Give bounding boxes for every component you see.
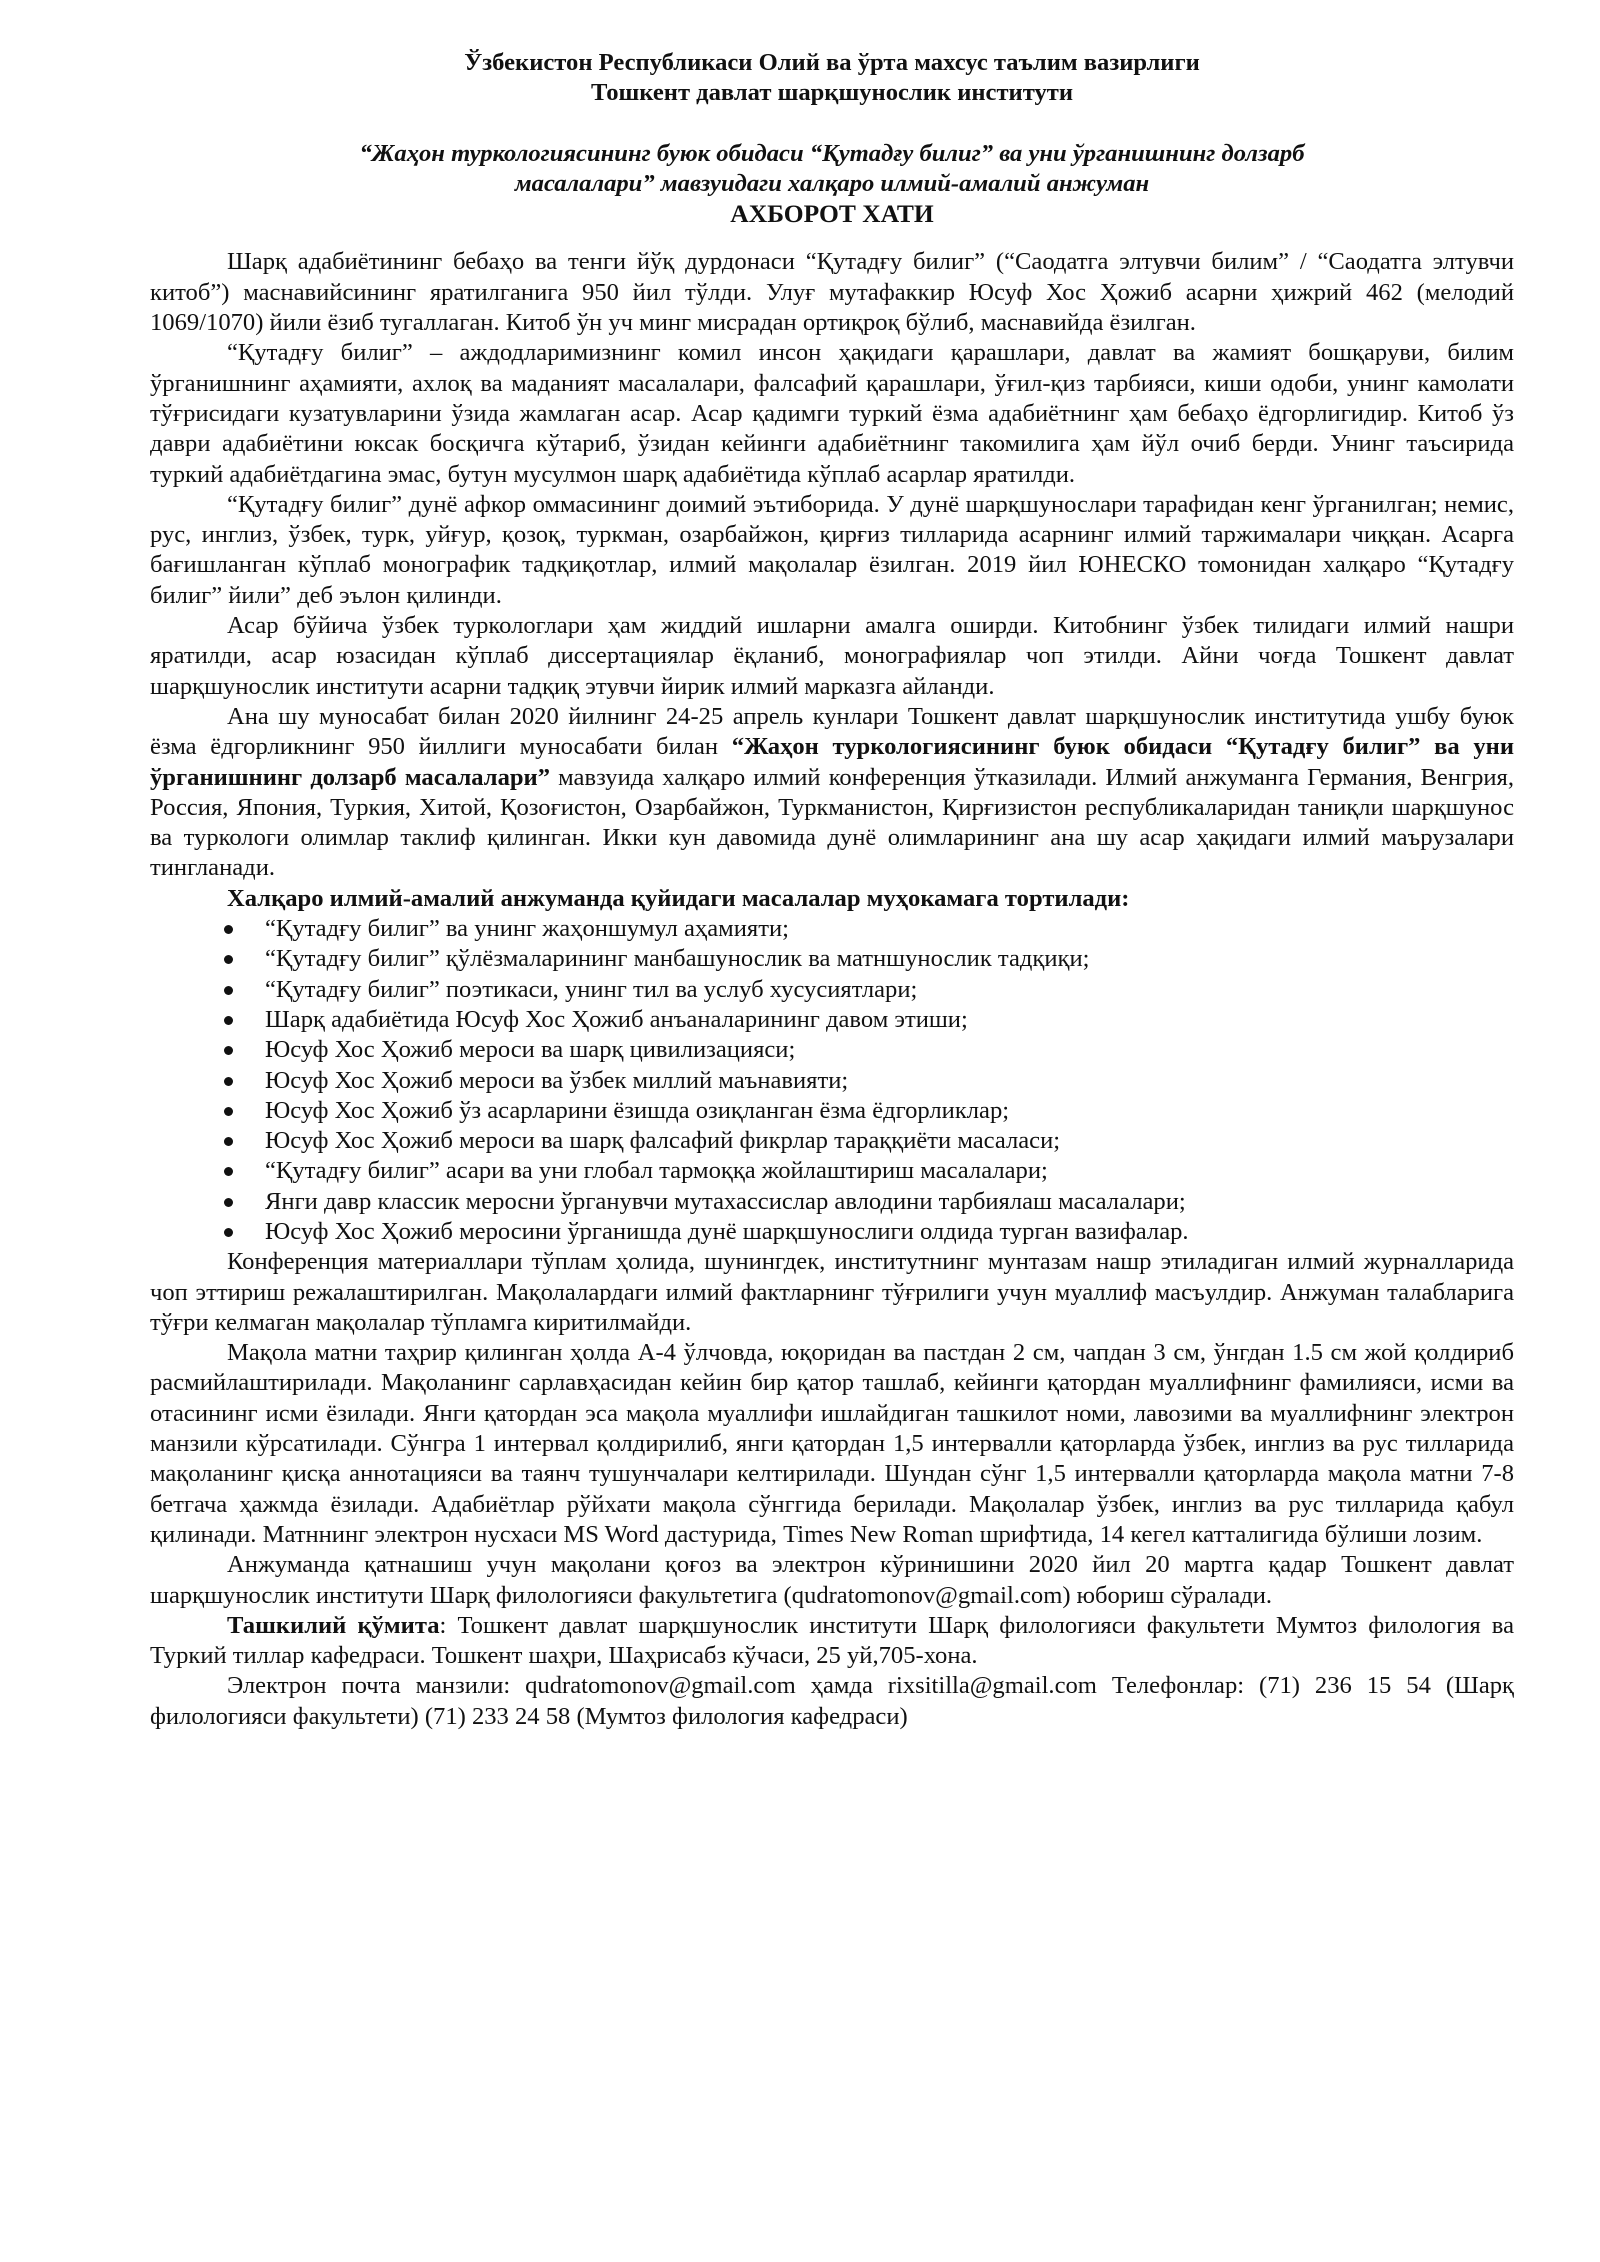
issue-item-text: Юсуф Хос Ҳожиб меросини ўрганишда дунё шарқшунослиги олдида турган вазифалар.: [265, 1217, 1189, 1245]
bullet-icon: [224, 1077, 233, 1086]
paragraph-world-attention: “Қутадғу билиг” дунё афкор оммасининг доимий эътиборида. У дунё шарқшунослари тарафидан кенг ўрганилган; немис, рус, инглиз, ўзбек, турк, уйғур, қозоқ, туркман, озарбайжон, қирғиз тилларида асарнинг илмий таржималари чиққан. Асарга бағишланган кўплаб монографик тадқиқотлар, илмий мақолалар ёзилган. 2019 йил ЮНЕСКО томонидан халқаро “Қутадғу билиг” йили” деб эълон қилинди.: [150, 490, 1514, 609]
issue-item-text: “Қутадғу билиг” асари ва уни глобал тармоққа жойлаштириш масалалари;: [265, 1157, 1048, 1185]
conference-title-line-2: масалалари” мавзуидаги халқаро илмий-амалий анжуман: [514, 169, 1150, 197]
bullet-icon: [224, 925, 233, 934]
bullet-icon: [224, 1198, 233, 1207]
paragraph-uzbek-research: Асар бўйича ўзбек туркологлари ҳам жиддий ишларни амалга оширди. Китобнинг ўзбек тилидаги илмий нашри яратилди, асар юзасидан кўплаб диссертациялар ёқланиб, монографиялар чоп этилди. Айни чоғда Тошкент давлат шарқшунослик институти асарни тадқиқ этувчи йирик илмий марказга айланди.: [150, 612, 1514, 700]
issue-item: [150, 975, 1514, 1005]
institute-name: Тошкент давлат шарқшунослик институти: [590, 79, 1074, 107]
issue-item: [150, 1096, 1514, 1126]
paragraph-submission-deadline: Анжуманда қатнашиш учун мақолани қоғоз ва электрон кўринишини 2020 йил 20 мартга қадар Тошкент давлат шарқшунослик институти Шарқ филологияси факультетига (qudratomonov@gmail.com) юбориш сўралади.: [150, 1551, 1514, 1609]
document-header: [150, 48, 1514, 109]
paragraph-conference-announcement: [150, 702, 1514, 884]
issue-item-text: “Қутадғу билиг” қўлёзмаларининг манбашунослик ва матншунослик тадқиқи;: [265, 945, 1090, 973]
issue-item: [150, 914, 1514, 944]
letter-title: АХБОРОТ ХАТИ: [730, 199, 934, 229]
paragraph-significance: “Қутадғу билиг” – аждодларимизнинг комил инсон ҳақидаги қарашлари, давлат ва жамият бошқаруви, билим ўрганишнинг аҳамияти, ахлоқ ва маданият масалалари, фалсафий қарашлари, ўғил-қиз тарбияси, киши одоби, унинг камолати тўғрисидаги кузатувларини ўзида жамлаган асар. Асар қадимги туркий ёзма адабиётнинг ҳам бебаҳо ёдгорлигидир. Китоб ўз даври адабиётини юксак босқичга кўтариб, ўзидан кейинги адабиётнинг такомилига ҳам йўл очиб берди. Унинг таъсирида туркий адабиётдагина эмас, бутун мусулмон шарқ адабиётида кўплаб асарлар яратилди.: [150, 339, 1514, 488]
bullet-icon: [224, 1137, 233, 1146]
announcement-text-start: Ана шу муносабат билан 2020 йилнинг 24-25 апрель кунлари Тошкент давлат шарқшунослик институтида ушбу буюк ёзма ёдгорликнинг 950 йиллиги муносабати билан: [150, 702, 1514, 761]
issue-item: [150, 1156, 1514, 1186]
issue-item: [150, 1005, 1514, 1035]
committee-label: Ташкилий қўмита: [227, 1611, 440, 1639]
issue-item: [150, 944, 1514, 974]
bullet-icon: [224, 1107, 233, 1116]
issue-item: [150, 1187, 1514, 1217]
conference-title: [150, 139, 1514, 200]
bullet-icon: [224, 955, 233, 964]
ministry-name: Ўзбекистон Республикаси Олий ва ўрта махсус таълим вазирлиги: [464, 49, 1200, 76]
paragraph-intro: Шарқ адабиётининг бебаҳо ва тенги йўқ дурдонаси “Қутадғу билиг” (“Саодатга элтувчи билим” / “Саодатга элтувчи китоб”) маснавийсининг яратилганига 950 йил тўлди. Улуғ мутафаккир Юсуф Хос Ҳожиб асарни ҳижрий 462 (мелодий 1069/1070) йили ёзиб тугаллаган. Китоб ўн уч минг мисрадан ортиқроқ бўлиб, маснавийда ёзилган.: [150, 248, 1514, 337]
issues-list: [150, 914, 1514, 1247]
issue-item-text: Юсуф Хос Ҳожиб мероси ва ўзбек миллий маънавияти;: [265, 1066, 849, 1094]
paragraph-publication: Конференция материаллари тўплам ҳолида, шунингдек, институтнинг мунтазам нашр этиладиган илмий журналларида чоп эттириш режалаштирилган. Мақолалардаги илмий фактларнинг тўғрилиги учун муаллиф масъулдир. Анжуман талабларига тўғри келмаган мақолалар тўпламга киритилмайди.: [150, 1248, 1514, 1336]
committee-address: : Тошкент давлат шарқшунослик институти Шарқ филологияси факультети Мумтоз филология ва Туркий тиллар кафедраси. Тошкент шаҳри, Шаҳрисабз кўчаси, 25 уй,705-хона.: [150, 1611, 1515, 1670]
announcement-text-end: мавзуида халқаро илмий конференция ўтказилади. Илмий анжуманга Германия, Венгрия, Россия, Япония, Туркия, Хитой, Қозоғистон, Озарбайжон, Туркманистон, Қирғизистон республикаларидан таниқли шарқшунос ва туркологи олимлар таклиф қилинган. Икки кун давомида дунё олимларининг ана шу асар ҳақидаги илмий маърузалари тингланади.: [150, 763, 1514, 882]
issue-item-text: Юсуф Хос Ҳожиб мероси ва шарқ фалсафий фикрлар тараққиёти масаласи;: [265, 1127, 1061, 1155]
paragraph-formatting-requirements: Мақола матни таҳрир қилинган ҳолда А-4 ўлчовда, юқоридан ва пастдан 2 см, чапдан 3 см, ўнгдан 1.5 см жой қолдириб расмийлаштирилади. Мақоланинг сарлавҳасидан кейин бир қатор ташлаб, кейинги қатордан муаллифнинг фамилияси, исми ва отасининг исми ёзилади. Янги қатордан эса мақола муаллифи ишлайдиган ташкилот номи, лавозими ва муаллифнинг электрон манзили кўрсатилади. Сўнгра 1 интервал қолдирилиб, янги қатордан 1,5 интервалли қаторларда ўзбек, инглиз ва рус тилларида мақоланинг қисқа аннотацияси ва таянч тушунчалари келтирилади. Шундан сўнг 1,5 интервалли қаторларда мақола матни 7-8 бетгача ҳажмда ёзилади. Адабиётлар рўйхати мақола сўнггида берилади. Мақолалар ўзбек, инглиз ва рус тилларида қабул қилинади. Матннинг электрон нусхаси MS Word дастурида, Times New Roman шрифтида, 14 кегел катталигида бўлиши лозим.: [150, 1339, 1514, 1548]
conference-title-line-1: “Жаҳон туркологиясининг буюк обидаси “Қутадғу билиг” ва уни ўрганишнинг долзарб: [359, 139, 1305, 167]
bullet-icon: [224, 1228, 233, 1237]
paragraph-contacts: Электрон почта манзили: qudratomonov@gmail.com ҳамда rixsitilla@gmail.com Телефонлар: (71) 236 15 54 (Шарқ филологияси факультети) (71) 233 24 58 (Мумтоз филология кафедраси): [150, 1672, 1514, 1730]
announcement-conference-name: “Жаҳон туркологиясининг буюк обидаси “Қутадғу билиг” ва уни ўрганишнинг долзарб масалалари”: [150, 733, 1514, 791]
bullet-icon: [224, 1167, 233, 1176]
issue-item: [150, 1035, 1514, 1065]
issue-item: [150, 1066, 1514, 1096]
issue-item-text: “Қутадғу билиг” поэтикаси, унинг тил ва услуб хусусиятлари;: [265, 975, 918, 1003]
paragraph-organizing-committee: [150, 1611, 1514, 1672]
issue-item-text: Шарқ адабиётида Юсуф Хос Ҳожиб анъаналарининг давом этиши;: [265, 1005, 968, 1033]
issue-item-text: “Қутадғу билиг” ва унинг жаҳоншумул аҳамияти;: [265, 915, 789, 943]
issue-item: [150, 1126, 1514, 1156]
bullet-icon: [224, 1016, 233, 1025]
issue-item: [150, 1217, 1514, 1247]
issue-item-text: Юсуф Хос Ҳожиб мероси ва шарқ цивилизацияси;: [265, 1036, 796, 1064]
issue-item-text: Юсуф Хос Ҳожиб ўз асарларини ёзишда озиқланган ёзма ёдгорликлар;: [265, 1096, 1010, 1124]
issues-heading: Халқаро илмий-амалий анжуманда қуйидаги масалалар муҳокамага тортилади:: [227, 884, 1130, 912]
bullet-icon: [224, 1046, 233, 1055]
bullet-icon: [224, 986, 233, 995]
issue-item-text: Янги давр классик меросни ўрганувчи мутахассислар авлодини тарбиялаш масалалари;: [265, 1187, 1186, 1215]
